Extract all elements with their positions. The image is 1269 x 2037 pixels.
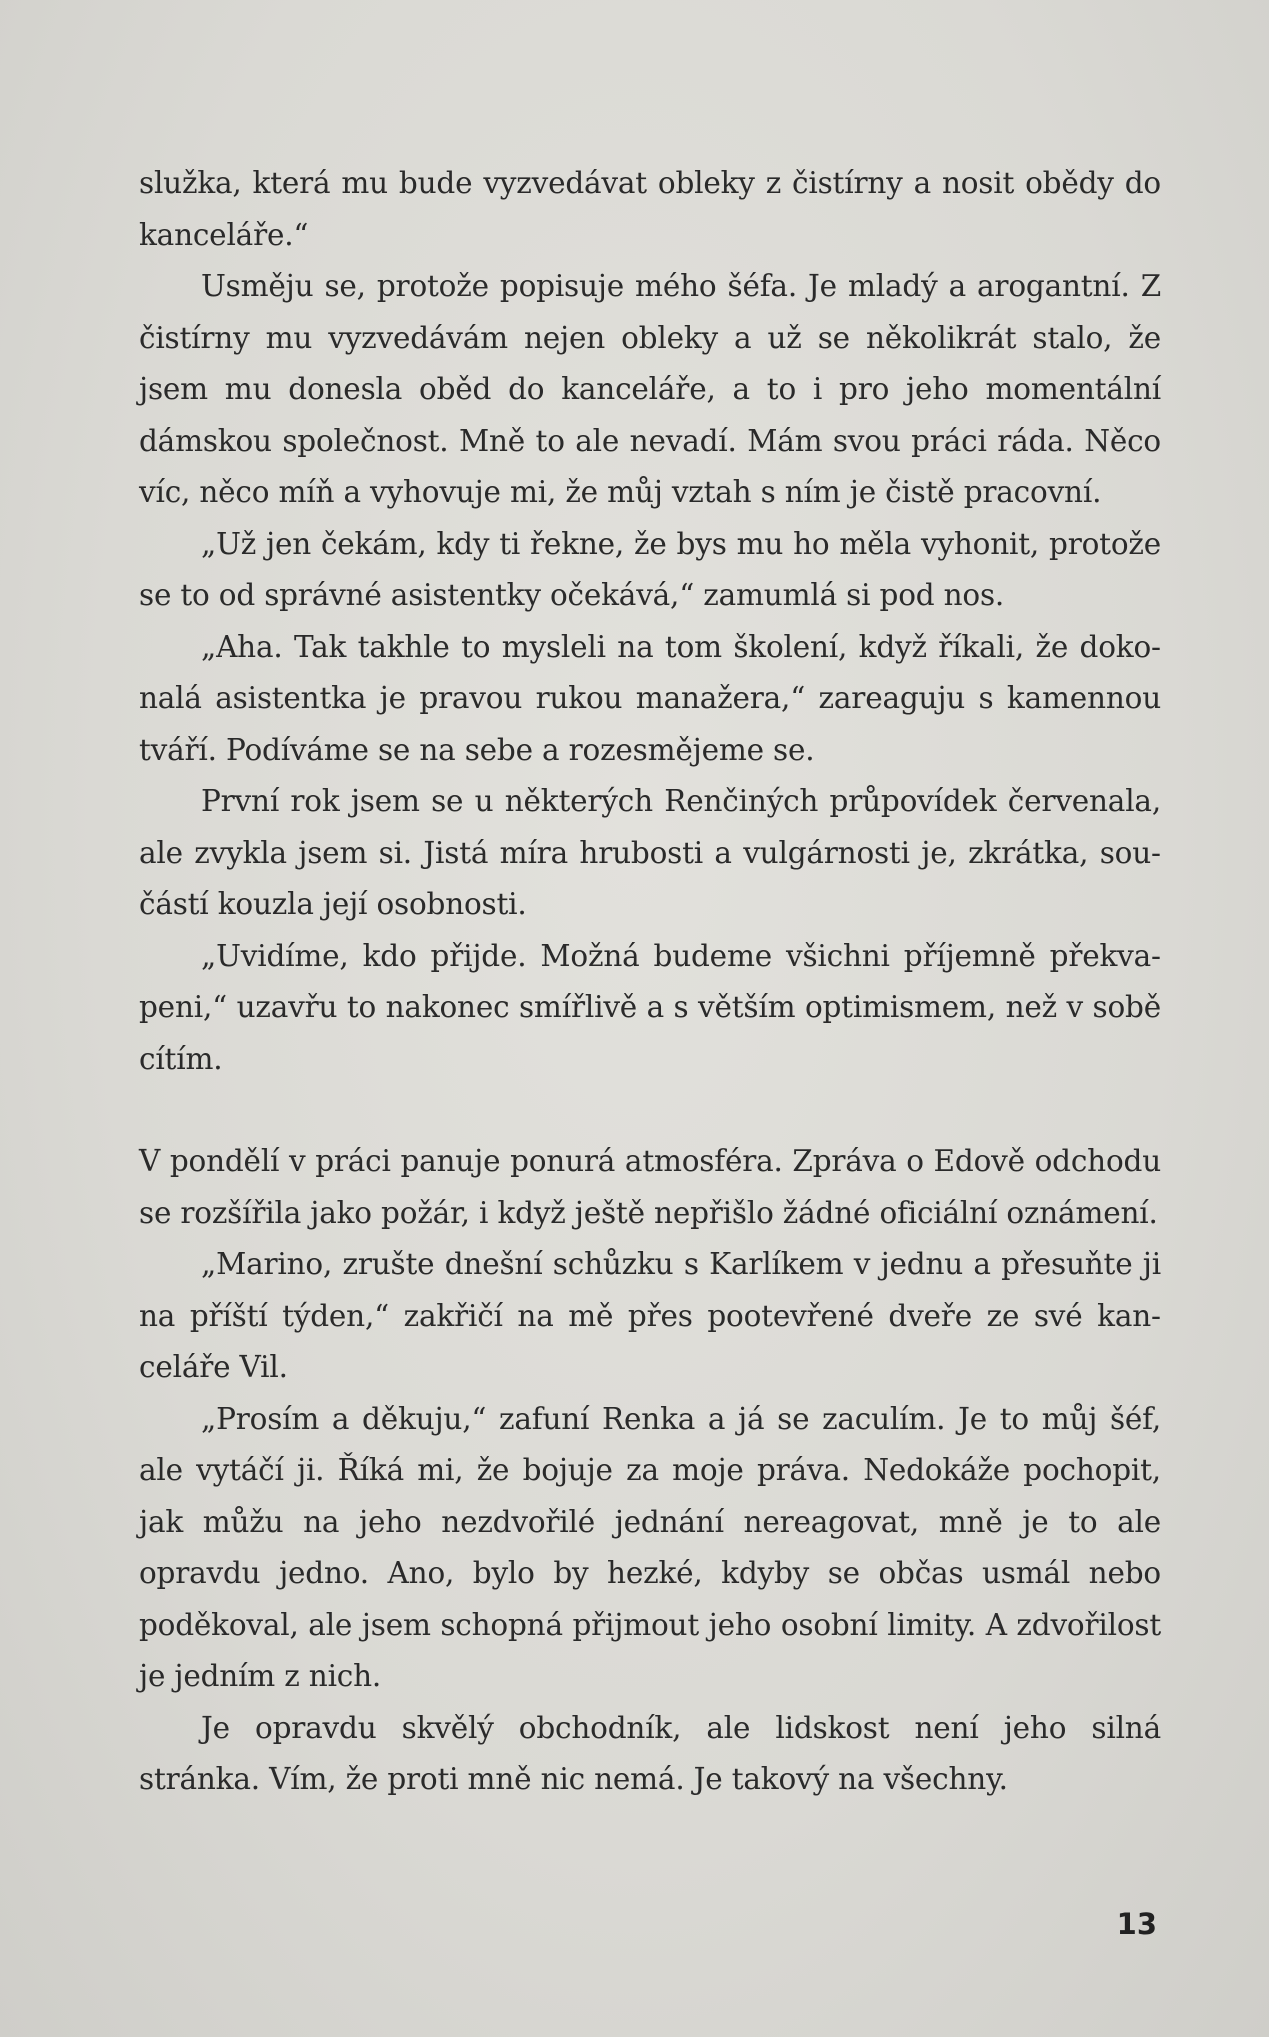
paragraph: Usměju se, protože popisuje mého šéfa. Je mladý a arogantní. Z čistírny mu vyzvedávám nejen obleky a už se několikrát stalo, že jsem mu donesla oběd do kanceláře, a to i pro jeho momentální dámskou společnost. Mně to ale nevadí. Mám svou práci ráda. Něco víc, něco míň a vyhovuje mi, že můj vztah s ním je čistě pracovní. [139,269,1161,509]
paragraph: „Aha. Tak takhle to mysleli na tom školení, když říkali, že dokonalá asistentka je pravou rukou manažera,“ zareaguju s kamennou tváří. Podíváme se na sebe a rozesmějeme se. [139,629,1161,767]
paragraph: „Prosím a děkuju,“ zafuní Renka a já se zaculím. Je to můj šéf, ale vytáčí ji. Říká mi, že bojuje za moje práva. Nedokáže pochopit, jak můžu na jeho nezdvořilé jednání nereagovat, mně je to ale opravdu jedno. Ano, bylo by hezké, kdyby se občas usmál nebo poděkoval, ale jsem schopná přijmout jeho osobní limity. A zdvořilost je jedním z nich. [139,1401,1161,1693]
paragraph: služka, která mu bude vyzvedávat obleky z čistírny a nosit obědy do kanceláře.“ [139,166,1161,252]
paragraph: „Marino, zrušte dnešní schůzku s Karlíkem v jednu a přesuňte ji na příští týden,“ zakřičí na mě přes pootevřené dveře ze své kanceláře Vil. [139,1247,1161,1384]
paragraph: „Uvidíme, kdo přijde. Možná budeme všichni příjemně překvapeni,“ uzavřu to nakonec smířlivě a s větším optimismem, než v sobě cítím. [139,938,1161,1076]
paragraph: Je opravdu skvělý obchodník, ale lidskost není jeho silná stránka. Vím, že proti mně nic nemá. Je takový na všechny. [139,1710,1161,1796]
paragraph: První rok jsem se u některých Renčiných průpovídek červenala, ale zvykla jsem si. Jistá míra hrubosti a vulgárnosti je, zkrátka, součástí kouzla její osobnosti. [139,784,1161,921]
paragraph-section-start: V pondělí v práci panuje ponurá atmosféra. Zpráva o Edově odchodu se rozšířila jako požár, i když ještě nepřišlo žádné oficiální oznámení. [139,1144,1161,1230]
paragraph: „Už jen čekám, kdy ti řekne, že bys mu ho měla vyhonit, protože se to od správné asistentky očekává,“ zamumlá si pod nos. [139,526,1161,612]
body-text [139,158,1161,1806]
page-number: 13 [1116,1907,1157,1941]
